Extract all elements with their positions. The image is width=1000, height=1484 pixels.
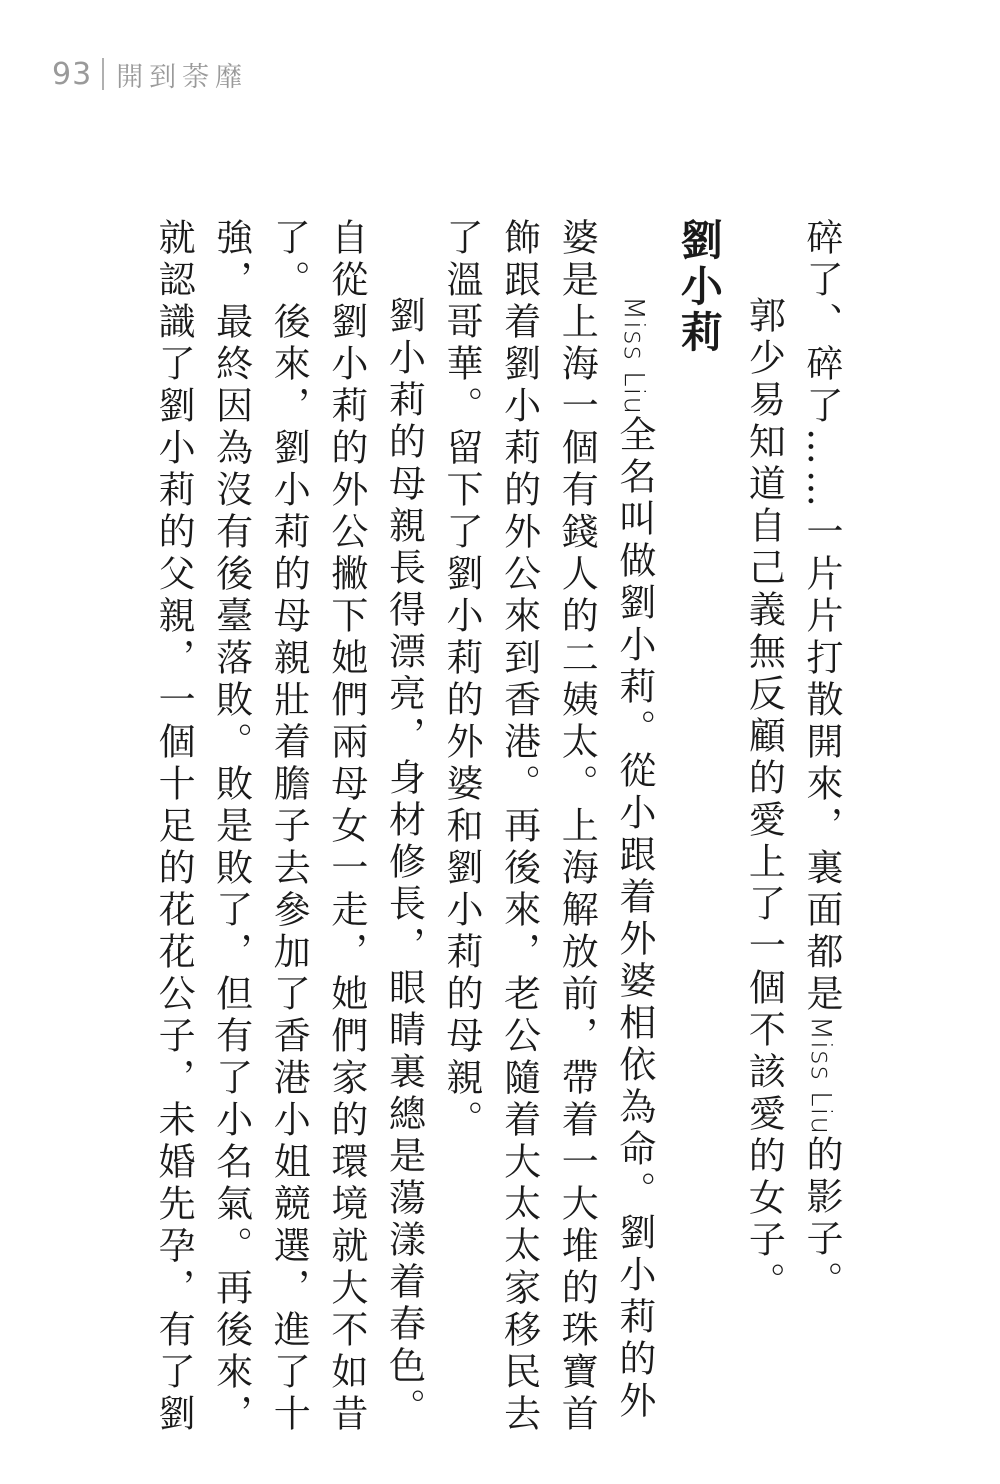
paragraph-column: 就認識了劉小莉的父親，一個十足的花花公子，未婚先孕，有了劉 [152,218,196,1436]
paragraph-column: 了溫哥華。留下了劉小莉的外婆和劉小莉的母親。 [440,218,484,1142]
paragraph-column: 強，最終因為沒有後臺落敗。敗是敗了，但有了小名氣。再後來， [209,218,253,1436]
paragraph-column: 郭少易知道自己義無反顧的愛上了一個不該愛的女子。 [742,295,786,1304]
book-title: 開到荼靡 [116,61,249,93]
paragraph-column: 婆是上海一個有錢人的二姨太。上海解放前，帶着一大堆的珠寶首 [555,218,599,1436]
running-header [52,54,248,94]
paragraph-column [605,218,663,1423]
paragraph-column: 了。後來，劉小莉的母親壯着膽子去參加了香港小姐競選，進了十 [267,218,311,1436]
section-heading: 劉小莉 [674,218,724,356]
page-number: 93 [52,56,93,92]
paragraph-column: 自從劉小莉的外公撇下她們兩母女一走，她們家的環境就大不如昔 [324,218,368,1436]
header-divider [102,58,104,90]
paragraph-column: 劉小莉的母親長得漂亮，身材修長，眼睛裏總是蕩漾着春色。 [382,295,426,1430]
paragraph-column [792,218,850,1328]
latin-name: Miss Liu [805,1016,838,1136]
vertical-text-body [130,218,850,1436]
text-segment: 全名叫做劉小莉。從小跟着外婆相依為命。劉小莉的外 [612,414,656,1423]
latin-name: Miss Liu [617,295,651,415]
text-segment: 碎了、碎了……一片片打散開來，裏面都是 [800,218,843,1016]
paragraph-column: 飾跟着劉小莉的外公來到香港。再後來，老公隨着大太太家移民去 [497,218,541,1436]
text-segment: 的影子。 [800,1135,843,1304]
